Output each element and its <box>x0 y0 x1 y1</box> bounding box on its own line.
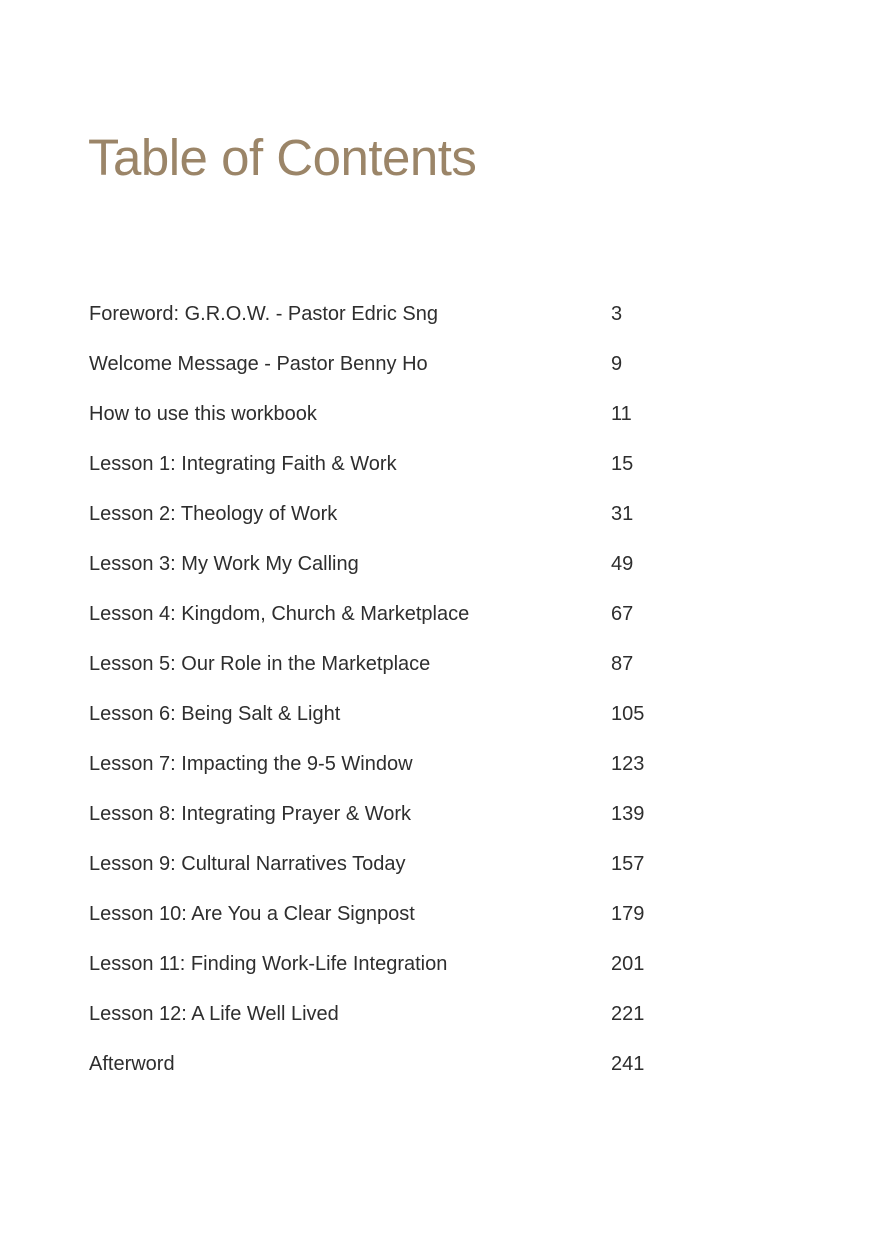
toc-entry-title: Lesson 5: Our Role in the Marketplace <box>89 653 431 675</box>
toc-entry-title: Lesson 6: Being Salt & Light <box>89 703 341 725</box>
toc-entry-page: 31 <box>611 503 634 525</box>
page-title: Table of Contents <box>88 129 477 186</box>
toc-entry[interactable] <box>89 648 729 698</box>
toc-entry[interactable] <box>89 548 729 598</box>
toc-entry-title: Afterword <box>89 1053 175 1075</box>
toc-entry-page: 67 <box>611 603 634 625</box>
toc-entry-page: 15 <box>611 453 634 475</box>
toc-entry-title: Lesson 10: Are You a Clear Signpost <box>89 903 415 925</box>
toc-entry[interactable] <box>89 748 729 798</box>
toc-entry[interactable] <box>89 398 729 448</box>
toc-entry[interactable] <box>89 848 729 898</box>
toc-entry-page: 105 <box>611 703 645 725</box>
toc-entry[interactable] <box>89 698 729 748</box>
toc-entry-title: How to use this workbook <box>89 403 317 425</box>
toc-entry[interactable] <box>89 998 729 1048</box>
toc-entry[interactable] <box>89 598 729 648</box>
toc-entry[interactable] <box>89 298 729 348</box>
toc-entry-title: Lesson 8: Integrating Prayer & Work <box>89 803 412 825</box>
toc-entry[interactable] <box>89 948 729 998</box>
toc-entry-title: Foreword: G.R.O.W. - Pastor Edric Sng <box>89 303 438 325</box>
toc-entry-title: Lesson 4: Kingdom, Church & Marketplace <box>89 603 470 625</box>
toc-entry-page: 123 <box>611 753 645 775</box>
toc-entry-page: 139 <box>611 803 645 825</box>
toc-entry-title: Lesson 9: Cultural Narratives Today <box>89 853 406 875</box>
toc-entry-page: 179 <box>611 903 645 925</box>
toc-entry-page: 241 <box>611 1053 645 1075</box>
toc-entry-title: Lesson 12: A Life Well Lived <box>89 1003 339 1025</box>
toc-entry[interactable] <box>89 448 729 498</box>
toc-entry-page: 221 <box>611 1003 645 1025</box>
toc-entry-title: Lesson 2: Theology of Work <box>89 503 338 525</box>
toc-entry-title: Lesson 7: Impacting the 9-5 Window <box>89 753 413 775</box>
toc-entry-title: Welcome Message - Pastor Benny Ho <box>89 353 428 375</box>
toc-entry-title: Lesson 11: Finding Work-Life Integration <box>89 953 448 975</box>
toc-entry[interactable] <box>89 898 729 948</box>
toc-entry-page: 49 <box>611 553 634 575</box>
toc-entry-page: 3 <box>611 303 623 325</box>
toc-entry-title: Lesson 3: My Work My Calling <box>89 553 359 575</box>
toc-entry[interactable] <box>89 1048 729 1098</box>
toc-entry-page: 11 <box>611 403 632 425</box>
toc-entry-page: 157 <box>611 853 645 875</box>
toc-entry[interactable] <box>89 348 729 398</box>
toc-entry[interactable] <box>89 498 729 548</box>
toc-entry-page: 201 <box>611 953 645 975</box>
toc-entry-page: 87 <box>611 653 634 675</box>
table-of-contents <box>89 298 729 1098</box>
toc-entry-page: 9 <box>611 353 623 375</box>
toc-entry-title: Lesson 1: Integrating Faith & Work <box>89 453 397 475</box>
toc-entry[interactable] <box>89 798 729 848</box>
